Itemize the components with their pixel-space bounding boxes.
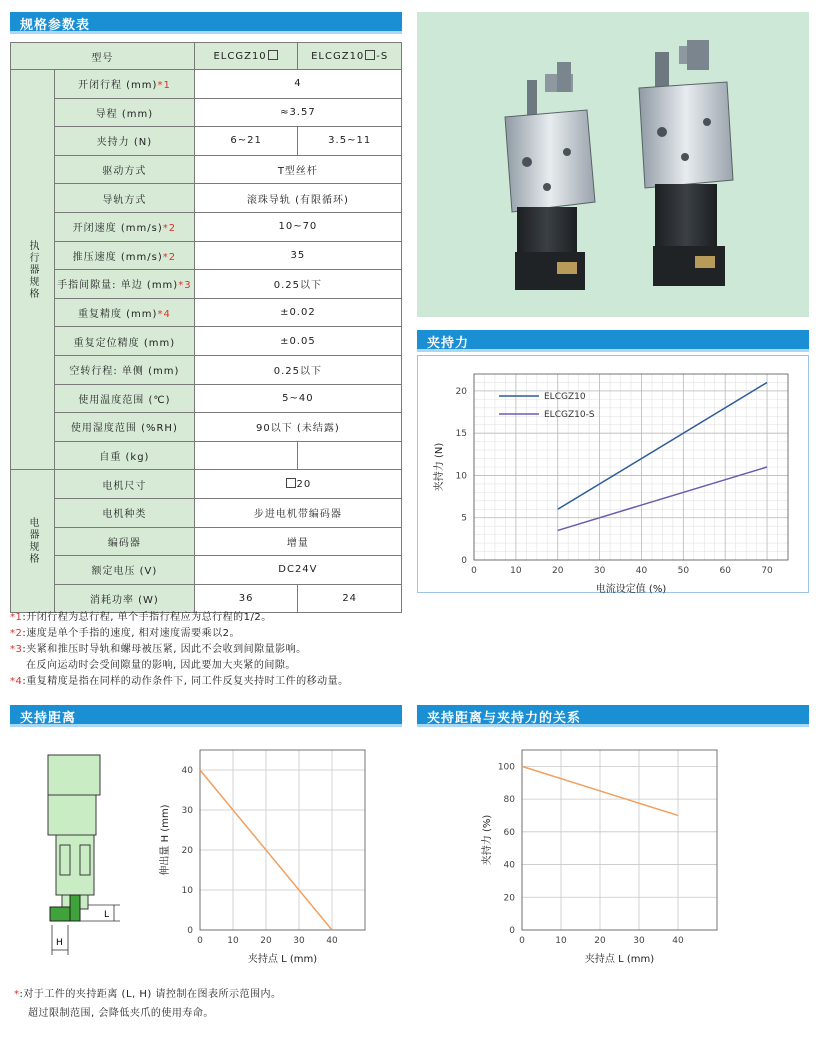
table-row	[11, 413, 402, 442]
y-tick-label: 30	[181, 806, 193, 816]
y-tick-label: 0	[187, 926, 193, 936]
gripper-right-icon	[639, 40, 733, 286]
row-value: ≈3.57	[194, 98, 401, 127]
row-value-b: 3.5~11	[298, 127, 402, 156]
x-tick-label: 70	[761, 566, 773, 576]
row-value: 增量	[194, 527, 401, 556]
square-icon	[286, 478, 296, 488]
row-value: 0.25以下	[194, 355, 401, 384]
footnote-line-2: 超过限制范围, 会降低夹爪的使用寿命。	[28, 1008, 214, 1019]
diagram-label-H: H	[56, 938, 63, 948]
row-value: 35	[194, 241, 401, 270]
note-mark: *2	[162, 223, 177, 235]
table-row	[11, 441, 402, 470]
row-label: 手指间隙量: 单边 (mm)*3	[55, 270, 195, 299]
x-tick-label: 20	[594, 936, 606, 946]
row-value: 0.25以下	[194, 270, 401, 299]
table-row	[11, 70, 402, 99]
row-value-b	[298, 441, 402, 470]
gripper-left-icon	[505, 62, 595, 290]
footnote-line-1: :对于工件的夹持距离 (L, H) 请控制在图表所示范围内。	[19, 989, 282, 1000]
table-row	[11, 355, 402, 384]
y-axis-label: 夹持力 (%)	[482, 814, 493, 866]
section-force-title: 夹持力	[427, 336, 470, 351]
spec-notes	[10, 610, 349, 690]
note-line: *4:重复精度是指在同样的动作条件下, 同工件反复夹持时工件的移动量。	[10, 676, 349, 687]
y-axis-label: 夹持力 (N)	[434, 442, 445, 492]
row-label: 编码器	[55, 527, 195, 556]
y-tick-label: 10	[455, 471, 467, 482]
row-label: 空转行程: 单侧 (mm)	[55, 355, 195, 384]
model-b: ELCGZ10 -S	[298, 43, 402, 70]
distance-chart	[155, 740, 375, 970]
table-row	[11, 155, 402, 184]
model-label: 型号	[11, 43, 195, 70]
square-icon	[365, 50, 375, 60]
y-tick-label: 100	[497, 762, 515, 773]
row-label: 导程 (mm)	[55, 98, 195, 127]
legend-label: ELCGZ10-S	[544, 410, 595, 420]
footnote-mark: *	[14, 989, 20, 1000]
group-label-main: 执行器规格	[11, 70, 55, 470]
x-tick-label: 50	[677, 566, 690, 576]
row-value: 90以下 (未结露)	[194, 413, 401, 442]
row-value: 10~70	[194, 212, 401, 241]
row-value: DC24V	[194, 556, 401, 585]
row-value-a: 6~21	[194, 127, 298, 156]
section-force-bar	[417, 330, 809, 352]
y-tick-label: 20	[455, 386, 467, 397]
plot-border	[200, 750, 365, 930]
force-chart	[418, 356, 810, 594]
row-value: T型丝杆	[194, 155, 401, 184]
x-tick-label: 60	[719, 566, 731, 576]
diagram-motor-block	[48, 755, 100, 795]
row-label: 重复精度 (mm)*4	[55, 298, 195, 327]
y-tick-label: 20	[181, 846, 193, 856]
row-value-a: 36	[194, 584, 298, 613]
x-tick-label: 40	[672, 936, 684, 946]
x-tick-label: 40	[635, 566, 648, 576]
y-tick-label: 5	[461, 513, 467, 524]
row-label: 使用湿度范围 (%RH)	[55, 413, 195, 442]
table-row	[11, 270, 402, 299]
note-line: *1:开闭行程为总行程, 单个手指行程应为总行程的1/2。	[10, 612, 272, 623]
table-row	[11, 327, 402, 356]
group-label-elec: 电器规格	[11, 470, 55, 613]
x-tick-label: 30	[593, 566, 606, 576]
row-label: 导轨方式	[55, 184, 195, 213]
x-axis-label: 夹持点 L (mm)	[247, 954, 318, 965]
model-a: ELCGZ10	[194, 43, 298, 70]
table-row	[11, 498, 402, 527]
y-tick-label: 40	[503, 860, 515, 871]
x-tick-label: 0	[197, 936, 203, 946]
row-value: ±0.05	[194, 327, 401, 356]
row-label: 额定电压 (V)	[55, 556, 195, 585]
row-label: 电机尺寸	[55, 470, 195, 499]
note-mark: *4	[157, 309, 171, 321]
y-axis-label: 伸出量 H (mm)	[160, 804, 171, 876]
y-tick-label: 60	[503, 827, 515, 838]
row-value: ±0.02	[194, 298, 401, 327]
force-chart-frame	[417, 355, 809, 593]
row-label: 驱动方式	[55, 155, 195, 184]
legend-label: ELCGZ10	[544, 392, 586, 402]
x-tick-label: 10	[555, 936, 567, 946]
section-distance-title: 夹持距离	[20, 711, 77, 726]
note-mark: *3	[178, 280, 192, 292]
x-tick-label: 0	[519, 936, 525, 946]
table-row	[11, 527, 402, 556]
table-header-row	[11, 43, 402, 70]
row-label: 消耗功率 (W)	[55, 584, 195, 613]
diagram-label-L: L	[104, 910, 110, 920]
section-spec-title: 规格参数表	[20, 18, 91, 33]
x-axis-label: 夹持点 L (mm)	[584, 954, 655, 965]
y-tick-label: 0	[461, 556, 467, 566]
product-photo	[417, 12, 809, 317]
row-label: 自重 (kg)	[55, 441, 195, 470]
table-row	[11, 184, 402, 213]
x-tick-label: 10	[227, 936, 239, 946]
row-label: 夹持力 (N)	[55, 127, 195, 156]
row-value: 5~40	[194, 384, 401, 413]
x-tick-label: 30	[633, 936, 645, 946]
plot-border	[522, 750, 717, 930]
gripper-distance-diagram	[40, 745, 140, 965]
y-tick-label: 80	[503, 795, 515, 806]
x-tick-label: 0	[471, 566, 477, 576]
row-value: 滚珠导轨 (有限循环)	[194, 184, 401, 213]
x-tick-label: 10	[510, 566, 522, 576]
table-row	[11, 98, 402, 127]
row-value: 20	[194, 470, 401, 499]
section-spec-bar	[10, 12, 402, 34]
x-axis-label: 电流设定值 (%)	[595, 584, 667, 594]
row-value-a	[194, 441, 298, 470]
clamp-footnote	[14, 985, 281, 1023]
note-mark: *1	[157, 80, 171, 92]
spec-table	[10, 42, 402, 613]
x-tick-label: 20	[260, 936, 272, 946]
table-row	[11, 556, 402, 585]
x-tick-label: 40	[326, 936, 338, 946]
row-label: 开闭速度 (mm/s)*2	[55, 212, 195, 241]
square-icon	[268, 50, 278, 60]
x-tick-label: 20	[552, 566, 564, 576]
table-row	[11, 384, 402, 413]
table-row	[11, 127, 402, 156]
note-line: *3:夹紧和推压时导轨和螺母被压紧, 因此不会收到间隙量影响。	[10, 644, 307, 655]
note-mark: *2	[162, 251, 177, 263]
y-tick-label: 10	[181, 886, 193, 896]
table-row	[11, 298, 402, 327]
row-value-b: 24	[298, 584, 402, 613]
section-relation-title: 夹持距离与夹持力的关系	[427, 711, 582, 726]
row-value: 4	[194, 70, 401, 99]
row-value: 步进电机带编码器	[194, 498, 401, 527]
row-label: 开闭行程 (mm)*1	[55, 70, 195, 99]
note-line: 在反向运动时会受间隙量的影响, 因此要加大夹紧的间隙。	[26, 660, 296, 671]
note-line: *2:速度是单个手指的速度, 相对速度需要乘以2。	[10, 628, 240, 639]
table-row	[11, 470, 402, 499]
table-row	[11, 584, 402, 613]
relation-chart	[470, 740, 730, 970]
y-tick-label: 20	[503, 893, 515, 904]
row-label: 电机种类	[55, 498, 195, 527]
gripper-illustration	[417, 12, 809, 317]
row-label: 推压速度 (mm/s)*2	[55, 241, 195, 270]
section-relation-bar	[417, 705, 809, 727]
x-tick-label: 30	[293, 936, 305, 946]
table-row	[11, 212, 402, 241]
table-row	[11, 241, 402, 270]
row-label: 重复定位精度 (mm)	[55, 327, 195, 356]
y-tick-label: 40	[181, 766, 193, 776]
row-label: 使用温度范围 (℃)	[55, 384, 195, 413]
y-tick-label: 15	[455, 429, 467, 440]
diagram-body-block	[48, 795, 96, 835]
section-distance-bar	[10, 705, 402, 727]
y-tick-label: 0	[509, 926, 515, 936]
